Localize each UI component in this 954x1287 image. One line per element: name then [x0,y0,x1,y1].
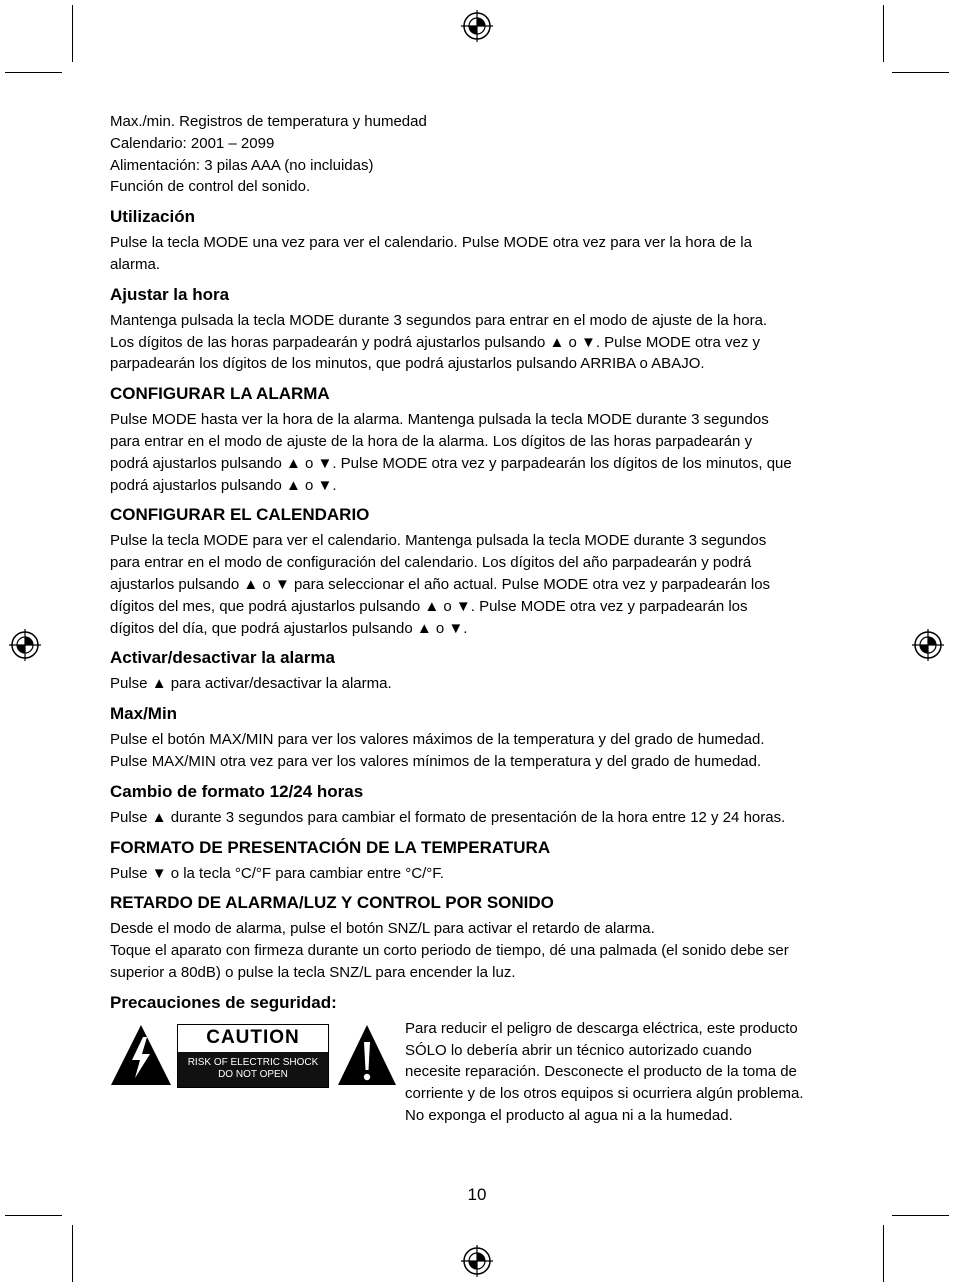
section-configurar-alarma [110,383,850,496]
section-utilizacion [110,206,850,276]
paragraph-line: superior a 80dB) o pulse la tecla SNZ/L para encender la luz. [110,963,516,981]
paragraph-line: ajustarlos pulsando ▲ o ▼ para seleccionar el año actual. Pulse MODE otra vez y parpadearán los [110,575,771,593]
section-activar-alarma [110,647,850,695]
paragraph-line: para entrar en el modo de configuración del calendario. Los dígitos del año parpadearán y podrá [110,554,752,572]
paragraph-line: Pulse MAX/MIN otra vez para ver los valores mínimos de la temperatura y del grado de humedad. [110,752,762,770]
paragraph-line: podrá ajustarlos pulsando ▲ o ▼. [110,476,337,494]
safety-block [110,1018,850,1133]
crop-mark [883,1225,884,1282]
section-max-min [110,703,850,773]
paragraph-line: necesite reparación. Desconecte el producto de la toma de [405,1063,797,1081]
registration-mark-icon [461,1245,493,1277]
caution-line: RISK OF ELECTRIC SHOCK [187,1056,319,1068]
crop-mark [883,5,884,62]
section-heading: Ajustar la hora [110,284,230,304]
paragraph-line: dígitos del mes, que podrá ajustarlos pulsando ▲ o ▼. Pulse MODE otra vez y parpadearán los [110,597,748,615]
registration-mark-icon [912,629,944,661]
crop-mark [72,1225,73,1282]
paragraph-line: Mantenga pulsada la tecla MODE durante 3 segundos para entrar en el modo de ajuste de la hora. [110,311,768,329]
paragraph-line: Los dígitos de las horas parpadearán y podrá ajustarlos pulsando ▲ o ▼. Pulse MODE otra vez y [110,333,761,351]
intro-line: Alimentación: 3 pilas AAA (no incluidas) [110,156,374,174]
section-formato-temperatura [110,837,850,885]
section-heading: CONFIGURAR EL CALENDARIO [110,505,370,525]
intro-line: Max./min. Registros de temperatura y humedad [110,113,427,130]
paragraph-line: Pulse ▲ durante 3 segundos para cambiar el formato de presentación de la hora entre 12 y 24 horas. [110,808,786,826]
section-configurar-calendario [110,504,850,639]
paragraph-line: Pulse ▼ o la tecla °C/°F para cambiar entre °C/°F. [110,864,444,882]
lightning-warning-icon [110,1024,172,1086]
caution-subtext [178,1052,328,1087]
exclamation-warning-icon [337,1024,397,1086]
intro-line: Calendario: 2001 – 2099 [110,134,275,152]
page-content [110,111,850,1133]
paragraph-line: parpadearán los dígitos de los minutos, que podrá ajustarlos pulsando ARRIBA o ABAJO. [110,355,705,373]
section-heading: Activar/desactivar la alarma [110,648,335,668]
paragraph-line: Desde el modo de alarma, pulse el botón SNZ/L para activar el retardo de alarma. [110,920,655,938]
safety-heading: Precauciones de seguridad: [110,992,337,1012]
section-heading: FORMATO DE PRESENTACIÓN DE LA TEMPERATURA [110,837,551,857]
registration-mark-icon [9,629,41,661]
crop-mark [72,5,73,62]
paragraph-line: Pulse el botón MAX/MIN para ver los valores máximos de la temperatura y del grado de humedad. [110,731,765,749]
paragraph-line: alarma. [110,255,161,273]
page-number: 10 [467,1185,487,1204]
paragraph-line: No exponga el producto al agua ni a la humedad. [405,1106,733,1124]
crop-mark [5,1215,62,1216]
section-heading: RETARDO DE ALARMA/LUZ Y CONTROL POR SONIDO [110,893,554,913]
section-heading: Utilización [110,207,196,227]
paragraph-line: dígitos del día, que podrá ajustarlos pulsando ▲ o ▼. [110,619,468,637]
paragraph-line: Pulse MODE hasta ver la hora de la alarma. Mantenga pulsada la tecla MODE durante 3 segundos [110,411,769,429]
section-retardo-alarma [110,892,850,983]
paragraph-line: Pulse la tecla MODE una vez para ver el calendario. Pulse MODE otra vez para ver la hora de la [110,234,752,252]
paragraph-line: Toque el aparato con firmeza durante un corto periodo de tiempo, dé una palmada (el sonido debe ser [110,942,789,960]
paragraph-line: SÓLO lo debería abrir un técnico autorizado cuando [405,1041,752,1059]
caution-line: DO NOT OPEN [218,1069,288,1081]
section-formato-horas [110,781,850,829]
intro-block [110,111,850,198]
crop-mark [5,72,62,73]
paragraph-line: Pulse la tecla MODE para ver el calendario. Mantenga pulsada la tecla MODE durante 3 segundos [110,532,767,550]
section-ajustar-hora [110,284,850,375]
paragraph-line: Para reducir el peligro de descarga eléctrica, este producto [405,1019,798,1037]
section-heading: CONFIGURAR LA ALARMA [110,384,330,404]
intro-line: Función de control del sonido. [110,178,311,196]
paragraph-line: Pulse ▲ para activar/desactivar la alarma. [110,675,392,693]
caution-title: CAUTION [206,1027,300,1049]
paragraph-line: podrá ajustarlos pulsando ▲ o ▼. Pulse MODE otra vez y parpadearán los dígitos de los minutos, que [110,454,792,472]
section-heading: Max/Min [110,704,178,724]
crop-mark [892,1215,949,1216]
caution-label [177,1024,329,1088]
section-heading: Cambio de formato 12/24 horas [110,781,364,801]
crop-mark [892,72,949,73]
paragraph-line: corriente y de los otros equipos si ocurriera algún problema. [405,1085,804,1103]
safety-text [405,1018,850,1127]
paragraph-line: para entrar en el modo de ajuste de la hora de la alarma. Los dígitos de las horas parpadearán y [110,432,753,450]
registration-mark-icon [461,10,493,42]
